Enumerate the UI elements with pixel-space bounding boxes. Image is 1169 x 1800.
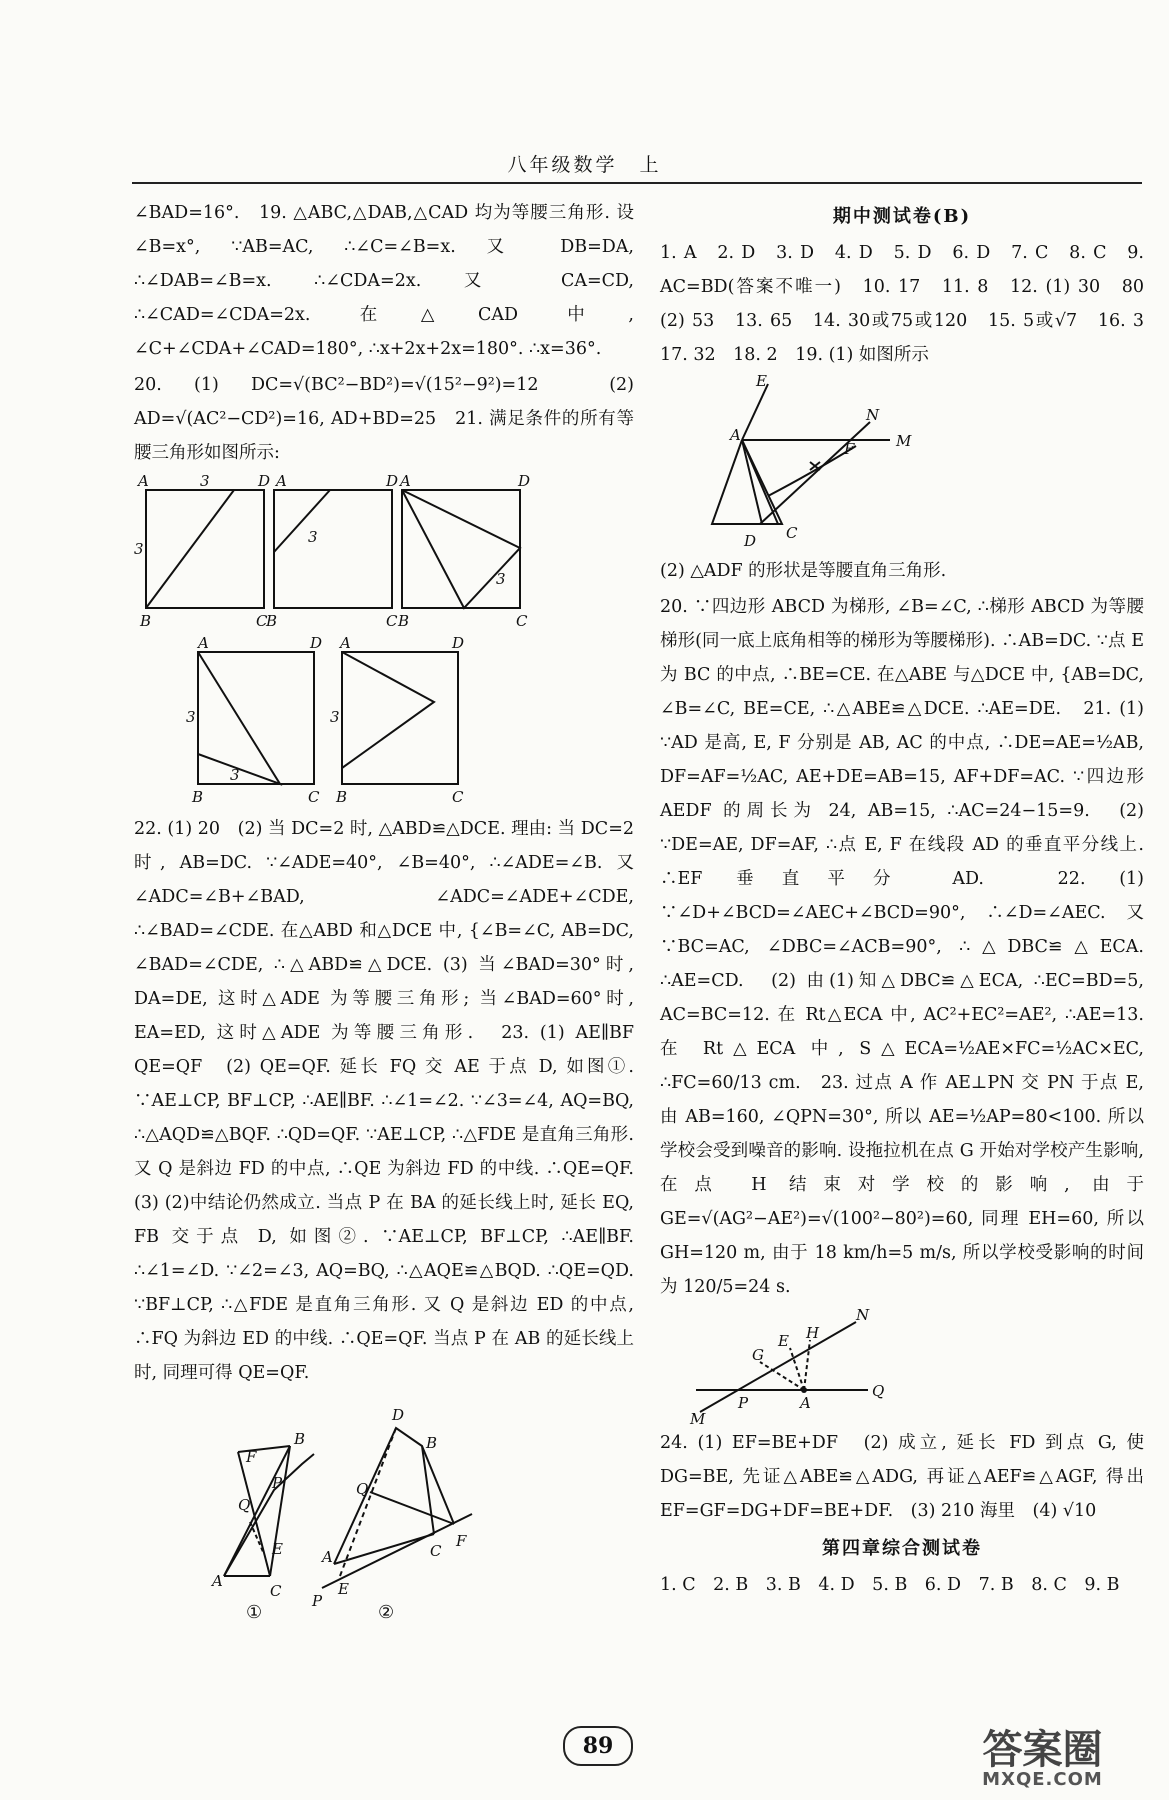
- segment-5: [342, 652, 434, 768]
- fig19-label-n: N: [866, 406, 880, 424]
- label-b4: B: [192, 788, 204, 806]
- answer-19-2: (2) △ADF 的形状是等腰直角三角形.: [660, 561, 947, 581]
- fig2-label-p: P: [312, 1592, 323, 1610]
- label-c2: C: [386, 612, 398, 630]
- fig2-label-q: Q: [356, 1480, 369, 1498]
- fig19-label-f: F: [844, 440, 855, 458]
- square-4: [198, 652, 314, 784]
- fig1-fc: [238, 1452, 270, 1576]
- fig1-label-b: B: [294, 1430, 306, 1448]
- label-a2: A: [276, 472, 287, 490]
- fig19-label-a: A: [730, 426, 741, 444]
- label-h: H: [806, 1324, 820, 1342]
- line-ah: [804, 1340, 810, 1390]
- figure-23: [134, 1392, 634, 1622]
- fig2-label-a: A: [322, 1548, 333, 1566]
- label-c5: C: [452, 788, 464, 806]
- answers-1-19: 1. A 2. D 3. D 4. D 5. D 6. D 7. C 8. C 9. AC=BD(答案不唯一) 10. 17 11. 8 12. (1) 30 80 (2) 53 13. 65 14. 30或75或120 15. 5或√7 16. 3 17. 32 18. 2 19. (1) 如图所示: [660, 243, 1162, 365]
- fig19-label-m: M: [896, 432, 912, 450]
- fig1-line-ap: [224, 1454, 314, 1576]
- fig2-qf: [370, 1492, 454, 1524]
- fig1-label-a: A: [212, 1572, 223, 1590]
- label-3-4b: 3: [230, 766, 240, 784]
- right-column: [660, 196, 1162, 1604]
- label-g: G: [752, 1346, 764, 1364]
- label-d3: D: [518, 472, 531, 490]
- label-a1: A: [138, 472, 149, 490]
- segment-4: [198, 652, 280, 784]
- answer-20-21: 20. (1) DC=√(BC²−BD²)=√(15²−9²)=12 (2) AD=√(AC²−CD²)=16, AD+BD=25 21. 满足条件的所有等腰三角形如图所示:: [134, 375, 634, 463]
- segment-2: [274, 490, 330, 552]
- label-b1: B: [140, 612, 152, 630]
- fig2-label-d: D: [392, 1406, 405, 1424]
- fig1-label-q: Q: [238, 1496, 251, 1514]
- label-e: E: [778, 1332, 789, 1350]
- label-a3: A: [400, 472, 411, 490]
- fig2-ac: [334, 1534, 434, 1564]
- label-3-2: 3: [308, 528, 318, 546]
- fig1-label-c: C: [270, 1582, 282, 1600]
- point-a: [801, 1387, 807, 1393]
- label-d2: D: [386, 472, 399, 490]
- fig1-label-p: P: [272, 1474, 283, 1492]
- fig2-shape: [334, 1428, 434, 1564]
- answers-20-23: 20. ∵四边形 ABCD 为梯形, ∠B=∠C, ∴梯形 ABCD 为等腰梯形(同一底上底角相等的梯形为等腰梯形). ∴AB=DC. ∵点 E 为 BC 的中点, ∴BE=CE. 在△ABE 与△DCE 中, {AB=DC, ∠B=∠C, BE=CE, ∴△ABE≌△DCE. ∴AE=DE. 21. (1) ∵AD 是高, E, F 分别是 AB, AC 的中点, ∴DE=AE=½AB, DF=AF=½AC, AE+DE=AB=15, AF+DF=AC. ∵四边形 AEDF 的周长为 24, AB=15, ∴AC=24−15=9. (2) ∵DE=AE, DF=AF, ∴点 E, F 在线段 AD 的垂直平分线上. ∴EF 垂直平分 AD. 22. (1) ∵∠D+∠BCD=∠AEC+∠BCD=90°, ∴∠D=∠AEC. 又∵BC=AC, ∠DBC=∠ACB=90°, ∴△DBC≌△ECA. ∴AE=CD. (2) 由(1)知△DBC≌△ECA, ∴EC=BD=5, AC=BC=12. 在 Rt△ECA 中, AC²+EC²=AE², ∴AE=13. 在 Rt△ECA 中, S△ECA=½AE×FC=½AC×EC, ∴FC=60/13 cm. 23. 过点 A 作 AE⊥PN 交 PN 于点 E, 由 AB=160, ∠QPN=30°, 所以 AE=½AP=80<100. 所以学校会受到噪音的影响. 设拖拉机在点 G 开始对学校产生影响, 在点 H 结束对学校的影响, 由于 GE=√(AG²−AE²)=√(100²−80²)=60, 同理 EH=60, 所以 GH=120 m, 由于 18 km/h=5 m/s, 所以学校受影响的时间为 120/5=24 s.: [660, 597, 1144, 1297]
- label-q: Q: [872, 1382, 885, 1400]
- section-title-midterm-b: 期中测试卷(B): [832, 206, 972, 227]
- square-1: [146, 490, 264, 608]
- segment-3: [402, 490, 520, 608]
- fig2-label-c: C: [430, 1542, 442, 1560]
- fig1-caption: ①: [246, 1602, 263, 1622]
- header-rule: [132, 182, 1142, 184]
- arc-mark: [810, 462, 820, 470]
- answer-22-23: 22. (1) 20 (2) 当 DC=2 时, △ABD≌△DCE. 理由: 当 DC=2 时, AB=DC. ∵∠ADE=40°, ∠B=40°, ∴∠ADE=∠B. 又∠ADC=∠B+∠BAD, ∠ADC=∠ADE+∠CDE, ∴∠BAD=∠CDE. 在△ABD 和△DCE 中, {∠B=∠C, AB=DC, ∠BAD=∠CDE, ∴△ABD≌△DCE. (3) 当∠BAD=30°时, DA=DE, 这时△ADE 为等腰三角形; 当∠BAD=60°时, EA=ED, 这时△ADE 为等腰三角形. 23. (1) AE∥BF QE=QF (2) QE=QF. 延长 FQ 交 AE 于点 D, 如图①. ∵AE⊥CP, BF⊥CP, ∴AE∥BF. ∴∠1=∠2. ∵∠3=∠4, AQ=BQ, ∴△AQD≌△BQF. ∴QD=QF. ∵AE⊥CP, ∴△FDE 是直角三角形. 又 Q 是斜边 FD 的中点, ∴QE 为斜边 FD 的中线. ∴QE=QF. (3) (2)中结论仍然成立. 当点 P 在 BA 的延长线上时, 延长 EQ, FB 交于点 D, 如图②. ∵AE⊥CP, BF⊥CP, ∴AE∥BF. ∴∠1=∠D. ∵∠2=∠3, AQ=BQ, ∴△AQE≌△BQD. ∴QE=QD. ∵BF⊥CP, ∴△FDE 是直角三角形. 又 Q 是斜边 ED 的中点, ∴FQ 为斜边 ED 的中线. ∴QE=QF. 当点 P 在 AB 的延长线上时, 同理可得 QE=QF.: [134, 819, 652, 1383]
- square-2: [274, 490, 392, 608]
- ray-ae: [742, 384, 768, 440]
- label-c3: C: [516, 612, 528, 630]
- fig2-label-b: B: [426, 1434, 438, 1452]
- label-b3: B: [398, 612, 410, 630]
- label-3-3: 3: [496, 570, 506, 588]
- page-header: 八年级数学 上: [507, 154, 662, 176]
- label-3-4: 3: [186, 708, 196, 726]
- watermark-sub: MXQE.COM: [982, 1769, 1103, 1790]
- fig19-label-d: D: [744, 532, 757, 550]
- label-b5: B: [336, 788, 348, 806]
- label-a5: A: [340, 634, 351, 652]
- square-5: [342, 652, 458, 784]
- label-a4: A: [198, 634, 209, 652]
- label-n: N: [856, 1306, 870, 1324]
- arc-1: [768, 446, 856, 496]
- label-a: A: [800, 1394, 811, 1412]
- label-b2: B: [266, 612, 278, 630]
- answers-chapter-4: 1. C 2. B 3. B 4. D 5. B 6. D 7. B 8. C 9. B: [660, 1575, 1120, 1595]
- label-m: M: [690, 1410, 706, 1426]
- figure-23-noise: [660, 1306, 1144, 1426]
- section-title-chapter-4: 第四章综合测试卷: [822, 1538, 982, 1559]
- figure-19: [660, 374, 1144, 554]
- line-fn: [760, 422, 870, 524]
- label-3-1: 3: [200, 472, 210, 490]
- page-number: 89: [563, 1726, 633, 1766]
- label-3-1b: 3: [134, 540, 144, 558]
- square-3: [402, 490, 520, 608]
- answer-24: 24. (1) EF=BE+DF (2) 成立, 延长 FD 到点 G, 使 DG=BE, 先证△ABE≌△ADG, 再证△AEF≌△AGF, 得出 EF=GF=DG+DF=BE+DF. (3) 210 海里 (4) √10: [660, 1433, 1144, 1521]
- fig1-label-f: F: [246, 1448, 257, 1466]
- label-d5: D: [452, 634, 465, 652]
- line-ag: [760, 1362, 804, 1390]
- segment-1: [146, 490, 234, 608]
- label-d1: D: [258, 472, 271, 490]
- fig2-label-f: F: [456, 1532, 467, 1550]
- fig19-label-e: E: [756, 374, 767, 390]
- fig2-label-e: E: [338, 1580, 349, 1598]
- figure-21-squares: [134, 472, 634, 812]
- fig19-label-c: C: [786, 524, 798, 542]
- left-column: [134, 196, 652, 1622]
- label-3-5: 3: [330, 708, 340, 726]
- watermark-logo: [925, 1727, 1160, 1792]
- label-c4: C: [308, 788, 320, 806]
- fig1-label-e: E: [272, 1540, 283, 1558]
- watermark-main: 答案圈: [982, 1727, 1103, 1773]
- answer-19: ∠BAD=16°. 19. △ABC,△DAB,△CAD 均为等腰三角形. 设∠B=x°, ∵AB=AC, ∴∠C=∠B=x. 又 DB=DA, ∴∠DAB=∠B=x. ∴∠CDA=2x. 又 CA=CD, ∴∠CAD=∠CDA=2x. 在△CAD 中, ∠C+∠CDA+∠CAD=180°, ∴x+2x+2x=180°. ∴x=36°.: [134, 203, 634, 359]
- label-d4: D: [310, 634, 323, 652]
- fig2-caption: ②: [378, 1602, 395, 1622]
- label-c1: C: [256, 612, 268, 630]
- label-p: P: [738, 1394, 749, 1412]
- fig2-line: [322, 1514, 472, 1588]
